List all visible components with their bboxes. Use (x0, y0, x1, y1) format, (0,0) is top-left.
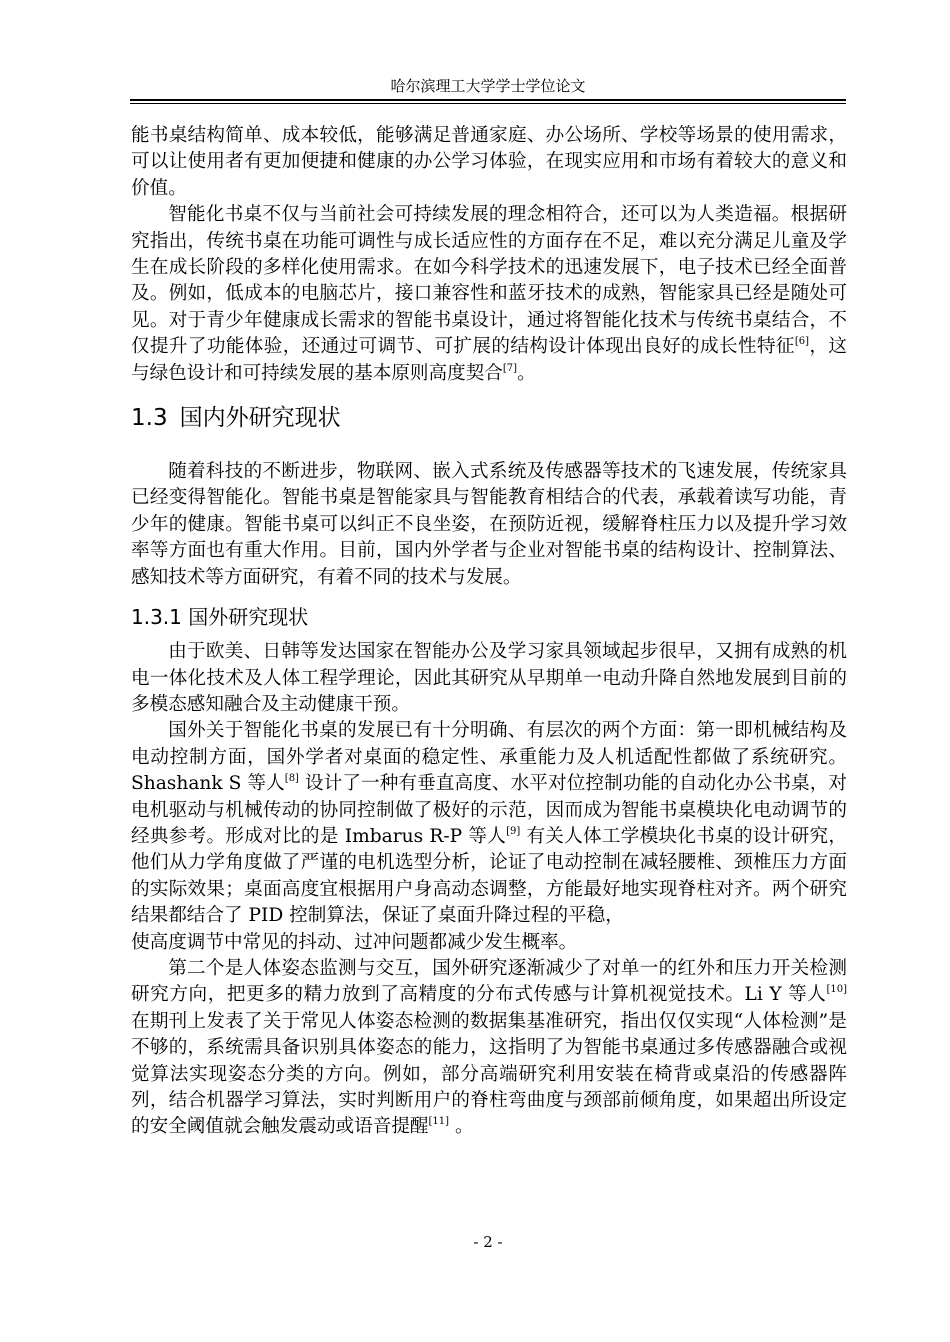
paragraph-foreign-intro: 由于欧美、日韩等发达国家在智能办公及学习家具领域起步很早，又拥有成熟的机电一体化技术及人体工程学理论，因此其研究从早期单一电动升降自然地发展到目前的多模态感知融合及主动健康干预。 (131, 641, 847, 715)
paragraph-text: 。 (449, 1116, 474, 1138)
main-body (131, 123, 847, 1141)
paragraph-mechanical (131, 718, 847, 956)
subsection-heading: 1.3.1 国外研究现状 (131, 605, 309, 630)
header-rule-thick (130, 99, 846, 101)
paragraph-sustainability (131, 202, 847, 387)
paragraph-text: 智能化书桌不仅与当前社会可持续发展的理念相符合，还可以为人类造福。根据研究指出，传统书桌在功能可调性与成长适应性的方面存在不足，难以充分满足儿童及学生在成长阶段的多样化使用需求。在如今科学技术的迅速发展下，电子技术已经全面普及。例如，低成本的电脑芯片，接口兼容性和蓝牙技术的成熟，智能家具已经是随处可见。对于青少年健康成长需求的智能书桌设计，通过将智能化技术与传统书桌结合，不仅提升了功能体验，还通过可调节、可扩展的结构设计体现出良好的成长性特征 (131, 204, 847, 358)
paragraph-text: 第二个是人体姿态监测与交互，国外研究逐渐减少了对单一的红外和压力开关检测研究方向，把更多的精力放到了高精度的分布式传感与计算机视觉技术。Li Y 等人 (131, 957, 847, 1006)
paragraph-continued: 能书桌结构简单、成本较低，能够满足普通家庭、办公场所、学校等场景的使用需求，可以让使用者有更加便捷和健康的办公学习体验，在现实应用和市场有着较大的意义和价值。 (131, 125, 847, 199)
section-title: 国内外研究现状 (179, 405, 341, 432)
paragraph-text: 使高度调节中常见的抖动、过冲问题都减少发生概率。 (131, 931, 578, 953)
paragraph-text: 。 (517, 362, 536, 384)
paragraph-text: ，这与绿色设计和可持续发展的基本原则高度契合 (131, 336, 847, 384)
citation-ref: [11] (428, 1116, 450, 1128)
paragraph-text: 设计了一种有垂直高度、水平对位控制功能的自动化办公书桌，对电机驱动与机械传动的协同控制做了极好的示范，因而成为智能书桌模块化电动调节的经典参考。形成对比的是 Imbarus R-P 等人 (131, 773, 847, 847)
header-rule-thin (130, 103, 846, 104)
running-header: 哈尔滨理工大学学士学位论文 (390, 77, 586, 95)
section-number: 1.3 (131, 405, 168, 432)
citation-ref: [9] (506, 825, 521, 837)
paragraph-posture (131, 956, 847, 1141)
page-number: - 2 - (473, 1233, 503, 1251)
paragraph-text: 在期刊上发表了关于常见人体姿态检测的数据集基准研究，指出仅仅实现“人体检测”是不够的，系统需具备识别具体姿态的能力，这指明了为智能书桌通过多传感器融合或视觉算法实现姿态分类的方向。例如，部分高端研究利用安装在椅背或桌沿的传感器阵列，结合机器学习算法，实时判断用户的脊柱弯曲度与颈部前倾角度，如果超出所设定的安全阈值就会触发震动或语音提醒 (131, 1010, 847, 1138)
paragraph-text: 有关人体工学模块化书桌的设计研究，他们从力学角度做了严谨的电机选型分析，论证了电动控制在减轻腰椎、颈椎压力方面的实际效果；桌面高度宜根据用户身高动态调整，方能最好地实现脊柱对齐。两个研究结果都结合了 PID 控制算法，保证了桌面升降过程的平稳， (131, 825, 847, 927)
paragraph-overview: 随着科技的不断进步，物联网、嵌入式系统及传感器等技术的飞速发展，传统家具已经变得智能化。智能书桌是智能家具与智能教育相结合的代表，承载着读写功能，青少年的健康。智能书桌可以纠正不良坐姿，在预防近视，缓解脊柱压力以及提升学习效率等方面也有重大作用。目前，国内外学者与企业对智能书桌的结构设计、控制算法、感知技术等方面研究，有着不同的技术与发展。 (131, 461, 847, 588)
citation-ref: [6] (794, 336, 810, 348)
citation-ref: [8] (284, 773, 299, 785)
paragraph-text: 国外关于智能化书桌的发展已有十分明确、有层次的两个方面：第一即机械结构及电动控制方面，国外学者对桌面的稳定性、承重能力及人机适配性都做了系统研究。Shashank S 等人 (131, 720, 847, 795)
citation-ref: [7] (502, 362, 518, 374)
section-heading (131, 403, 847, 433)
citation-ref: [10] (826, 984, 847, 996)
